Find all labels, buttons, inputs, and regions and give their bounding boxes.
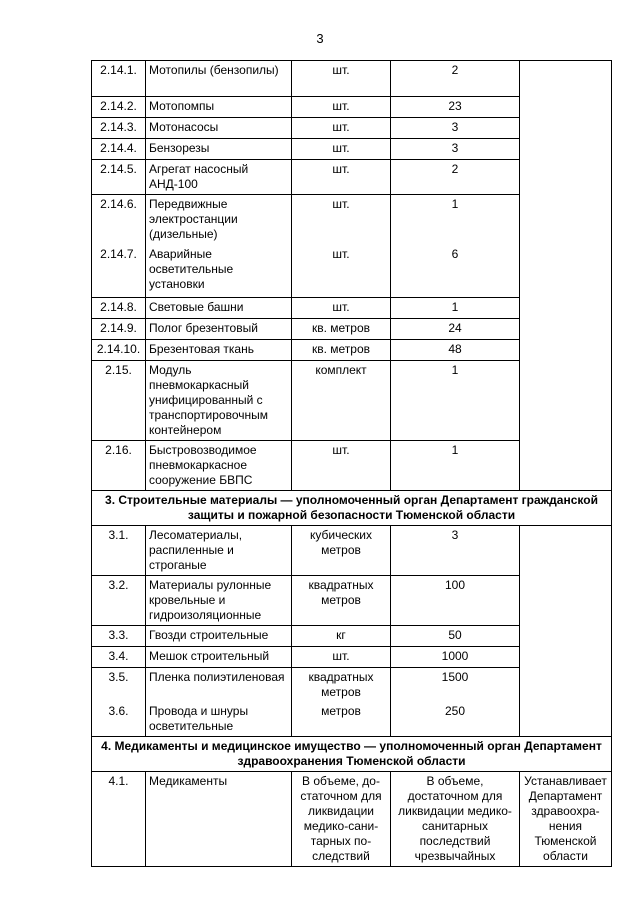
row-name: Мотопилы (бензопилы) — [146, 61, 292, 97]
row-name: Мотонасосы — [146, 118, 292, 139]
row-number: 2.14.5. — [92, 160, 146, 195]
row-quantity: 3 — [391, 139, 520, 160]
row-name: Полог брезентовый — [146, 319, 292, 340]
row-name: Передвижные электростанции (дизельные) — [146, 195, 292, 245]
row-number: 2.14.2. — [92, 97, 146, 118]
row-name: Лесоматериалы, распиленные и строганые — [146, 526, 292, 576]
row-unit: кубических метров — [292, 526, 391, 576]
table-row — [92, 772, 612, 867]
row-number: 3.2. — [92, 576, 146, 626]
row-quantity: В объеме, достаточном для ликвидации медико-санитарных последствий чрезвычайных — [391, 772, 520, 867]
row-name: Модуль пневмокаркасный унифицированный с транспортировочным контейнером — [146, 361, 292, 441]
row-quantity: 2 — [391, 61, 520, 97]
row-number: 3.6. — [92, 702, 146, 737]
section-title-3: 3. Строительные материалы — уполномоченный орган Департамент гражданской защиты и пожарной безопасности Тюменской области — [92, 491, 612, 526]
row-quantity: 3 — [391, 526, 520, 576]
row-quantity: 1 — [391, 441, 520, 491]
row-unit: шт. — [292, 245, 391, 298]
row-unit: квадратных метров — [292, 576, 391, 626]
row-unit: метров — [292, 702, 391, 737]
row-note: Устанавливает Департамент здравоохра-нения Тюменской области — [520, 772, 612, 867]
row-number: 2.14.7. — [92, 245, 146, 298]
row-number: 2.14.1. — [92, 61, 146, 97]
row-name: Материалы рулонные кровельные и гидроизоляционные — [146, 576, 292, 626]
row-name: Бензорезы — [146, 139, 292, 160]
row-unit: квадратных метров — [292, 668, 391, 703]
row-unit: шт. — [292, 118, 391, 139]
row-quantity: 100 — [391, 576, 520, 626]
row-unit: шт. — [292, 647, 391, 668]
row-number: 2.14.6. — [92, 195, 146, 245]
row-quantity: 1000 — [391, 647, 520, 668]
row-quantity: 1 — [391, 298, 520, 319]
page-number: 3 — [316, 31, 324, 46]
row-number: 4.1. — [92, 772, 146, 867]
row-unit: кг — [292, 626, 391, 647]
row-number: 3.4. — [92, 647, 146, 668]
row-number: 2.14.9. — [92, 319, 146, 340]
row-quantity: 6 — [391, 245, 520, 298]
row-unit: шт. — [292, 160, 391, 195]
row-number: 2.16. — [92, 441, 146, 491]
row-quantity: 1 — [391, 361, 520, 441]
section-row — [92, 491, 612, 526]
row-name: Мешок строительный — [146, 647, 292, 668]
row-name: Быстровозводимое пневмокаркасное сооружение БВПС — [146, 441, 292, 491]
row-unit: комплект — [292, 361, 391, 441]
row-unit: В объеме, до-статочном для ликвидации медико-сани-тарных по-следствий — [292, 772, 391, 867]
row-name: Гвозди строительные — [146, 626, 292, 647]
row-unit: кв. метров — [292, 319, 391, 340]
row-unit: шт. — [292, 195, 391, 245]
row-quantity: 23 — [391, 97, 520, 118]
row-name: Световые башни — [146, 298, 292, 319]
table-row — [92, 61, 612, 97]
row-quantity: 24 — [391, 319, 520, 340]
row-number: 2.14.3. — [92, 118, 146, 139]
resource-table — [91, 60, 612, 867]
row-unit: кв. метров — [292, 340, 391, 361]
row-quantity: 48 — [391, 340, 520, 361]
row-number: 3.5. — [92, 668, 146, 703]
row-note-empty — [520, 61, 612, 491]
row-quantity: 250 — [391, 702, 520, 737]
row-quantity: 2 — [391, 160, 520, 195]
row-quantity: 3 — [391, 118, 520, 139]
row-note-empty — [520, 526, 612, 737]
row-unit: шт. — [292, 139, 391, 160]
row-quantity: 1 — [391, 195, 520, 245]
row-name: Агрегат насосный АНД-100 — [146, 160, 292, 195]
section-row — [92, 737, 612, 772]
row-number: 2.14.4. — [92, 139, 146, 160]
row-quantity: 1500 — [391, 668, 520, 703]
row-name: Брезентовая ткань — [146, 340, 292, 361]
row-name: Медикаменты — [146, 772, 292, 867]
section-title-4: 4. Медикаменты и медицинское имущество — уполномоченный орган Департамент здравоохранения Тюменской области — [92, 737, 612, 772]
table-row — [92, 526, 612, 576]
row-quantity: 50 — [391, 626, 520, 647]
row-unit: шт. — [292, 97, 391, 118]
row-number: 2.15. — [92, 361, 146, 441]
row-number: 3.1. — [92, 526, 146, 576]
row-name: Аварийные осветительные установки — [146, 245, 292, 298]
row-unit: шт. — [292, 298, 391, 319]
row-number: 2.14.8. — [92, 298, 146, 319]
row-number: 2.14.10. — [92, 340, 146, 361]
row-number: 3.3. — [92, 626, 146, 647]
row-unit: шт. — [292, 61, 391, 97]
row-unit: шт. — [292, 441, 391, 491]
row-name: Мотопомпы — [146, 97, 292, 118]
row-name: Пленка полиэтиленовая — [146, 668, 292, 703]
row-name: Провода и шнуры осветительные — [146, 702, 292, 737]
